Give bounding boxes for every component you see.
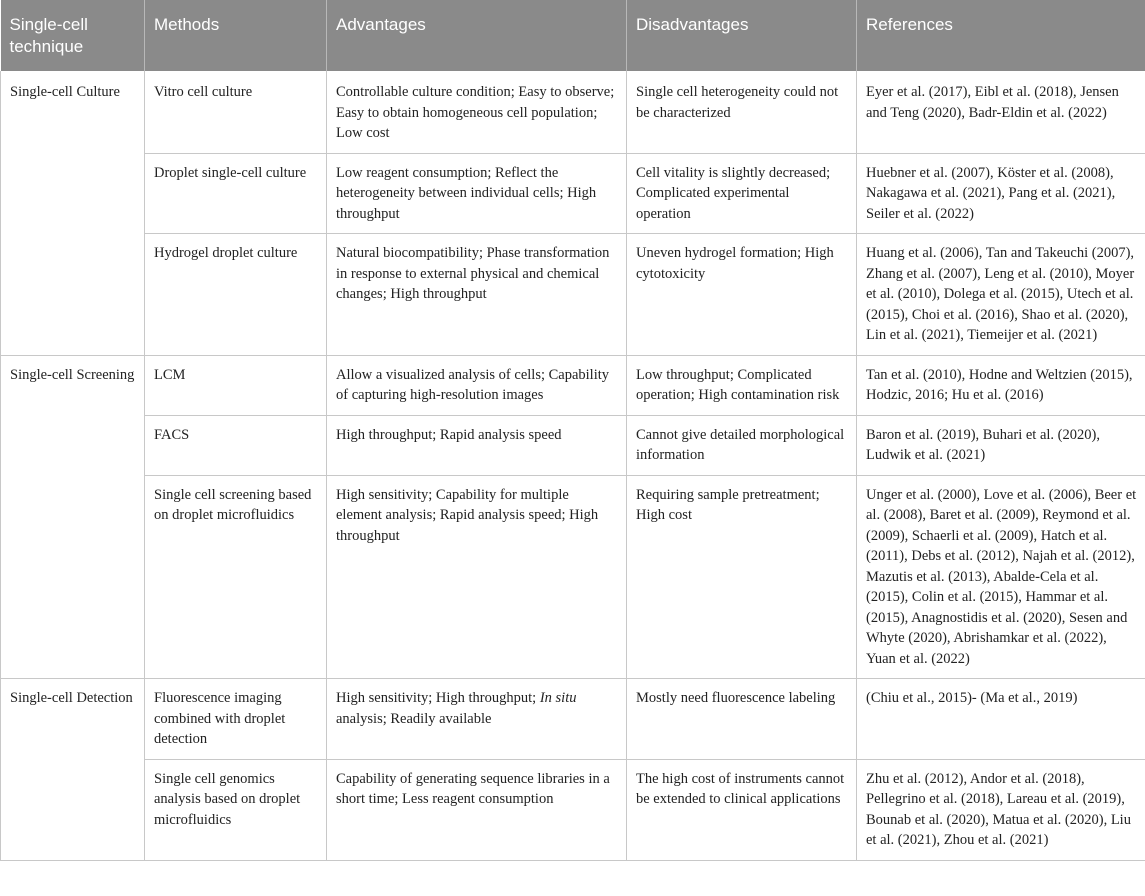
disadvantages-cell: The high cost of instruments cannot be extended to clinical applications (627, 759, 857, 860)
advantages-cell (327, 679, 627, 760)
table-row (1, 759, 1145, 860)
disadvantages-cell: Mostly need fluorescence labeling (627, 679, 857, 760)
references-cell: (Chiu et al., 2015)- (Ma et al., 2019) (857, 679, 1145, 760)
advantages-cell: High throughput; Rapid analysis speed (327, 415, 627, 475)
advantages-text-pre: High sensitivity; High throughput; (336, 690, 540, 706)
technique-cell: Single-cell Detection (1, 679, 145, 861)
advantages-cell: Capability of generating sequence libraries in a short time; Less reagent consumption (327, 759, 627, 860)
header-row (1, 0, 1145, 71)
references-cell: Huebner et al. (2007), Köster et al. (2008), Nakagawa et al. (2021), Pang et al. (2021), Seiler et al. (2022) (857, 153, 1145, 234)
table-row (1, 234, 1145, 356)
method-cell: LCM (145, 355, 327, 415)
advantages-cell: Allow a visualized analysis of cells; Capability of capturing high-resolution images (327, 355, 627, 415)
table-row (1, 355, 1145, 415)
table-row (1, 153, 1145, 234)
table-row (1, 679, 1145, 760)
header-advantages: Advantages (327, 0, 627, 71)
advantages-cell: Natural biocompatibility; Phase transformation in response to external physical and chemical changes; High throughput (327, 234, 627, 356)
header-technique: Single-cell technique (1, 0, 145, 71)
references-cell: Unger et al. (2000), Love et al. (2006), Beer et al. (2008), Baret et al. (2009), Reymond et al. (2009), Schaerli et al. (2009), Hatch et al. (2011), Debs et al. (2012), Najah et al. (2012), Mazutis et al. (2013), Abalde-Cela et al. (2015), Colin et al. (2015), Hammar et al. (2015), Anagnostidis et al. (2020), Sesen and Whyte (2020), Abrishamkar et al. (2022), Yuan et al. (2022) (857, 475, 1145, 679)
advantages-cell: Controllable culture condition; Easy to observe; Easy to obtain homogeneous cell population; Low cost (327, 71, 627, 153)
references-cell: Tan et al. (2010), Hodne and Weltzien (2015), Hodzic, 2016; Hu et al. (2016) (857, 355, 1145, 415)
disadvantages-cell: Uneven hydrogel formation; High cytotoxicity (627, 234, 857, 356)
disadvantages-cell: Requiring sample pretreatment; High cost (627, 475, 857, 679)
references-cell: Eyer et al. (2017), Eibl et al. (2018), Jensen and Teng (2020), Badr-Eldin et al. (2022) (857, 71, 1145, 153)
method-cell: Vitro cell culture (145, 71, 327, 153)
method-cell: Single cell genomics analysis based on droplet microfluidics (145, 759, 327, 860)
header-references: References (857, 0, 1145, 71)
technique-cell: Single-cell Screening (1, 355, 145, 679)
advantages-cell: Low reagent consumption; Reflect the heterogeneity between individual cells; High throughput (327, 153, 627, 234)
header-disadvantages: Disadvantages (627, 0, 857, 71)
table-row (1, 475, 1145, 679)
header-methods: Methods (145, 0, 327, 71)
references-cell: Huang et al. (2006), Tan and Takeuchi (2007), Zhang et al. (2007), Leng et al. (2010), Moyer et al. (2010), Dolega et al. (2015), Utech et al. (2015), Choi et al. (2016), Shao et al. (2020), Lin et al. (2021), Tiemeijer et al. (2021) (857, 234, 1145, 356)
disadvantages-cell: Low throughput; Complicated operation; High contamination risk (627, 355, 857, 415)
technique-cell: Single-cell Culture (1, 71, 145, 355)
method-cell: Fluorescence imaging combined with droplet detection (145, 679, 327, 760)
advantages-cell: High sensitivity; Capability for multiple element analysis; Rapid analysis speed; High throughput (327, 475, 627, 679)
table-body (1, 71, 1145, 860)
disadvantages-cell: Cannot give detailed morphological information (627, 415, 857, 475)
disadvantages-cell: Cell vitality is slightly decreased; Complicated experimental operation (627, 153, 857, 234)
table-header (1, 0, 1145, 71)
method-cell: Single cell screening based on droplet microfluidics (145, 475, 327, 679)
advantages-text-post: analysis; Readily available (336, 710, 492, 727)
method-cell: Hydrogel droplet culture (145, 234, 327, 356)
table-row (1, 71, 1145, 153)
references-cell: Zhu et al. (2012), Andor et al. (2018), Pellegrino et al. (2018), Lareau et al. (2019), Bounab et al. (2020), Matua et al. (2020), Liu et al. (2021), Zhou et al. (2021) (857, 759, 1145, 860)
method-cell: Droplet single-cell culture (145, 153, 327, 234)
advantages-text-italic: In situ (539, 690, 577, 706)
disadvantages-cell: Single cell heterogeneity could not be characterized (627, 71, 857, 153)
method-cell: FACS (145, 415, 327, 475)
table-row (1, 415, 1145, 475)
references-cell: Baron et al. (2019), Buhari et al. (2020), Ludwik et al. (2021) (857, 415, 1145, 475)
